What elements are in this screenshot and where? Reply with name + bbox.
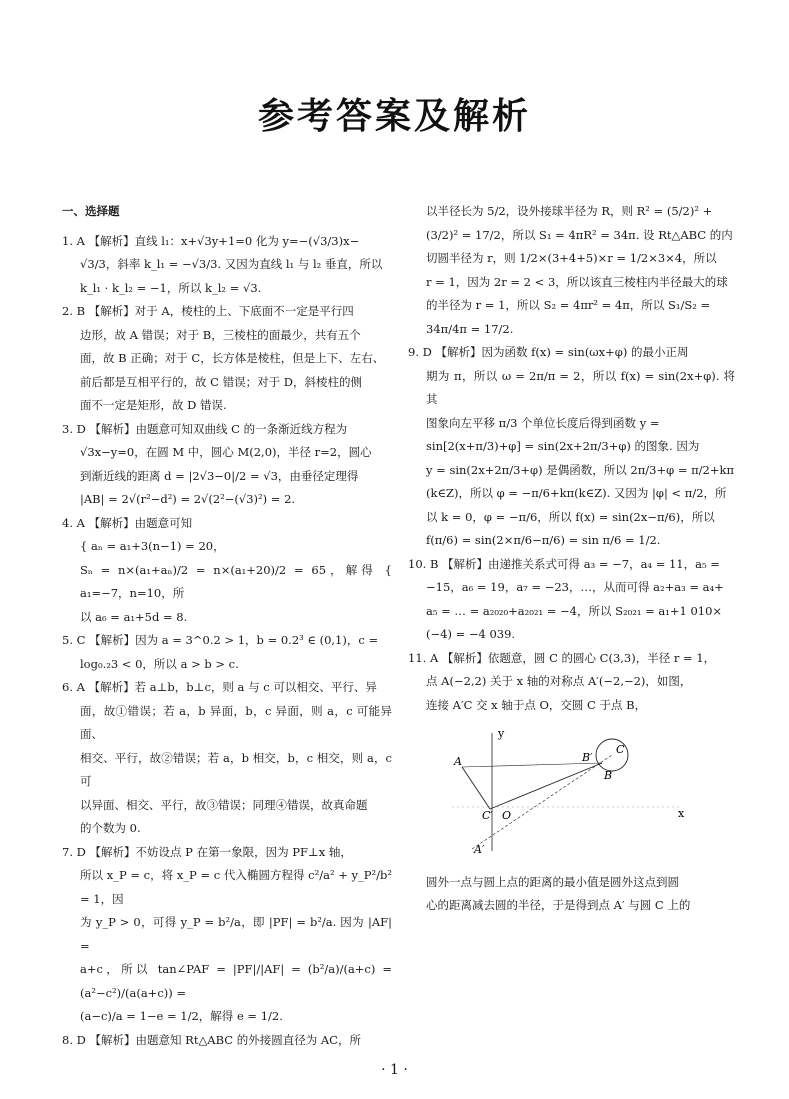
segment-ab xyxy=(462,763,602,767)
label-a: A xyxy=(453,755,462,768)
segment-b xyxy=(490,763,602,809)
answer-line: 以 k = 0，φ = −π/6，所以 f(x) = sin(2x−π/6)，所以 xyxy=(426,509,715,524)
answer-line: |AB| = 2√(r²−d²) = 2√(2²−(√3)²) = 2. xyxy=(80,492,296,506)
answer-line: sin[2(x+π/3)+φ] = sin(2x+2π/3+φ) 的图象. 因为 xyxy=(426,439,700,453)
answer-line: 7. D 【解析】不妨设点 P 在第一象限，因为 PF⊥x 轴， xyxy=(62,844,352,859)
answer-line: { aₙ = a₁+3(n−1) = 20， xyxy=(80,539,225,553)
answer-item xyxy=(62,512,392,630)
answer-line: 3. D 【解析】由题意可知双曲线 C 的一条渐近线方程为 xyxy=(62,421,348,436)
label-c-prime: C′ xyxy=(481,809,493,822)
answer-item xyxy=(408,341,735,553)
answer-item xyxy=(408,647,735,718)
answer-item xyxy=(62,300,392,418)
answer-line: 5. C 【解析】因为 a = 3^0.2 > 1，b = 0.2³ ∈ (0,1)，c = xyxy=(62,633,379,647)
answer-line: 2. B 【解析】对于 A，棱柱的上、下底面不一定是平行四 xyxy=(62,304,354,318)
label-o: O xyxy=(501,809,511,822)
section-heading: 一、选择题 xyxy=(62,204,120,218)
answer-line: 10. B 【解析】由递推关系式可得 a₃ = −7，a₄ = 11，a₅ = xyxy=(408,556,720,571)
item-number: 7. xyxy=(62,844,77,859)
answer-item xyxy=(62,676,392,841)
label-c: C xyxy=(615,743,624,756)
answer-line: 8. D 【解析】由题意知 Rt△ABC 的外接圆直径为 AC，所 xyxy=(62,1032,361,1047)
label-x: x xyxy=(677,807,684,820)
answer-line: 面不一定是矩形，故 D 错误. xyxy=(80,398,227,412)
right-column xyxy=(408,200,735,918)
answer-line: a+c，所以 tan∠PAF = |PF|/|AF| = (b²/a)/(a+c) = (a²−c²)/(a(a+c)) = xyxy=(80,962,392,1000)
answer-line: −15，a₆ = 19，a₇ = −23，…，从而可得 a₂+a₃ = a₄+ xyxy=(426,580,724,594)
answer-item xyxy=(62,841,392,1029)
answer-line: 心的距离减去圆的半径，于是得到点 A′ 与圆 C 上的 xyxy=(426,898,691,912)
answer-line: 为 y_P > 0，可得 y_P = b²/a，即 |PF| = b²/a. 因为 |AF| = xyxy=(80,915,392,953)
answer-item xyxy=(62,418,392,512)
answer-item xyxy=(62,230,392,301)
answer-line: 点 A(−2,2) 关于 x 轴的对称点 A′(−2,−2)，如图， xyxy=(426,674,692,688)
answer-line: k_l₁ · k_l₂ = −1，所以 k_l₂ = √3. xyxy=(80,280,262,295)
item-number: 6. xyxy=(62,680,77,694)
answer-line: 1. A 【解析】直线 l₁：x+√3y+1=0 化为 y=−(√3/3)x− xyxy=(62,233,360,248)
segment-a xyxy=(462,767,490,809)
answer-line: 前后都是互相平行的，故 C 错误；对于 D，斜棱柱的侧 xyxy=(80,374,362,389)
answer-line: 所以 x_P = c，将 x_P = c 代入椭圆方程得 c²/a² + y_P²/b² = 1，因 xyxy=(80,868,392,906)
item-number: 5. xyxy=(62,633,77,647)
label-b-prime: B′ xyxy=(581,751,593,764)
answer-line: 的个数为 0. xyxy=(80,821,141,835)
answer-line: 面，故①错误；若 a，b 异面，b，c 异面，则 a，c 可能异面、 xyxy=(80,703,392,741)
label-y: y xyxy=(497,727,504,740)
page-title: 参考答案及解析 xyxy=(257,96,531,137)
answer-line: 期为 π，所以 ω = 2π/π = 2，所以 f(x) = sin(2x+φ). 将其 xyxy=(426,368,735,406)
circle-reflection-diagram xyxy=(452,723,692,858)
answer-item xyxy=(62,1029,392,1053)
answer-line: 边形，故 A 错误；对于 B，三棱柱的面最少，共有五个 xyxy=(80,327,361,342)
segment-a2c xyxy=(472,755,612,849)
item-number: 2. xyxy=(62,304,77,318)
answer-line: 4. A 【解析】由题意可知 xyxy=(62,515,193,530)
answer-line: 连接 A′C 交 x 轴于点 O，交圆 C 于点 B， xyxy=(426,697,647,712)
label-b: B xyxy=(603,769,612,782)
answer-line: 圆外一点与圆上点的距离的最小值是圆外这点到圆 xyxy=(426,874,679,889)
answer-line: r = 1，因为 2r = 2 < 3，所以该直三棱柱内半径最大的球 xyxy=(426,274,728,289)
answer-line: √3/3，斜率 k_l₁ = −√3/3. 又因为直线 l₁ 与 l₂ 垂直，所以 xyxy=(80,257,383,271)
answer-line: 到渐近线的距离 d = |2√3−0|/2 = √3，由垂径定理得 xyxy=(80,468,359,483)
item-number: 11. xyxy=(408,650,430,665)
item-number: 3. xyxy=(62,421,77,436)
item-number: 9. xyxy=(408,345,423,359)
item-number: 1. xyxy=(62,233,77,248)
answer-line: 切圆半径为 r，则 1/2×(3+4+5)×r = 1/2×3×4，所以 xyxy=(426,251,717,265)
answer-line: 相交、平行，故②错误；若 a，b 相交，b，c 相交，则 a，c 可 xyxy=(80,750,392,788)
answer-line: 34π/4π = 17/2. xyxy=(426,321,514,336)
page-number: · 1 · xyxy=(381,1062,408,1078)
answer-line: 以异面、相交、平行，故③错误；同理④错误，故真命题 xyxy=(80,797,368,812)
answer-line: 以 a₆ = a₁+5d = 8. xyxy=(80,609,188,624)
answer-line: 的半径为 r = 1，所以 S₂ = 4πr² = 4π，所以 S₁/S₂ = xyxy=(426,298,711,312)
answer-line: 9. D 【解析】因为函数 f(x) = sin(ωx+φ) 的最小正周 xyxy=(408,345,689,359)
answer-line: y = sin(2x+2π/3+φ) 是偶函数，所以 2π/3+φ = π/2+kπ xyxy=(426,462,735,477)
answer-line: (3/2)² = 17/2，所以 S₁ = 4πR² = 34π. 设 Rt△ABC 的内 xyxy=(426,227,733,242)
item-number: 8. xyxy=(62,1032,77,1047)
answer-item xyxy=(408,200,735,341)
answer-item xyxy=(408,553,735,647)
answer-line: (−4) = −4 039. xyxy=(426,627,516,641)
answer-line: a₅ = … = a₂₀₂₀+a₂₀₂₁ = −4，所以 S₂₀₂₁ = a₁+1 010× xyxy=(426,603,723,618)
item-number: 4. xyxy=(62,515,77,530)
left-column xyxy=(62,200,392,1052)
answer-line: Sₙ = n×(a₁+aₙ)/2 = n×(a₁+20)/2 = 65，解得 { a₁=−7，n=10，所 xyxy=(80,562,392,600)
answer-line: 以半径长为 5/2，设外接球半径为 R，则 R² = (5/2)² + xyxy=(426,204,713,218)
answer-line: (k∈Z)，所以 φ = −π/6+kπ(k∈Z). 又因为 |φ| < π/2，所 xyxy=(426,486,727,500)
answer-line: 11. A 【解析】依题意，圆 C 的圆心 C(3,3)，半径 r = 1， xyxy=(408,650,716,665)
answer-line: f(π/6) = sin(2×π/6−π/6) = sin π/6 = 1/2. xyxy=(426,533,661,547)
answer-line: log₀.₂3 < 0，所以 a > b > c. xyxy=(80,656,239,671)
label-a-prime: A′ xyxy=(473,843,484,856)
answer-line: 面，故 B 正确；对于 C，长方体是棱柱，但是上下、左右、 xyxy=(80,351,385,365)
answer-line: √3x−y=0，在圆 M 中，圆心 M(2,0)，半径 r=2，圆心 xyxy=(80,445,372,459)
item-number: 10. xyxy=(408,556,430,571)
geometry-figure xyxy=(408,723,735,867)
answer-line: (a−c)/a = 1−e = 1/2，解得 e = 1/2. xyxy=(80,1009,283,1023)
answer-line: 6. A 【解析】若 a⊥b，b⊥c，则 a 与 c 可以相交、平行、异 xyxy=(62,680,377,694)
answer-line: 图象向左平移 π/3 个单位长度后得到函数 y = xyxy=(426,415,660,430)
answer-item xyxy=(62,629,392,676)
